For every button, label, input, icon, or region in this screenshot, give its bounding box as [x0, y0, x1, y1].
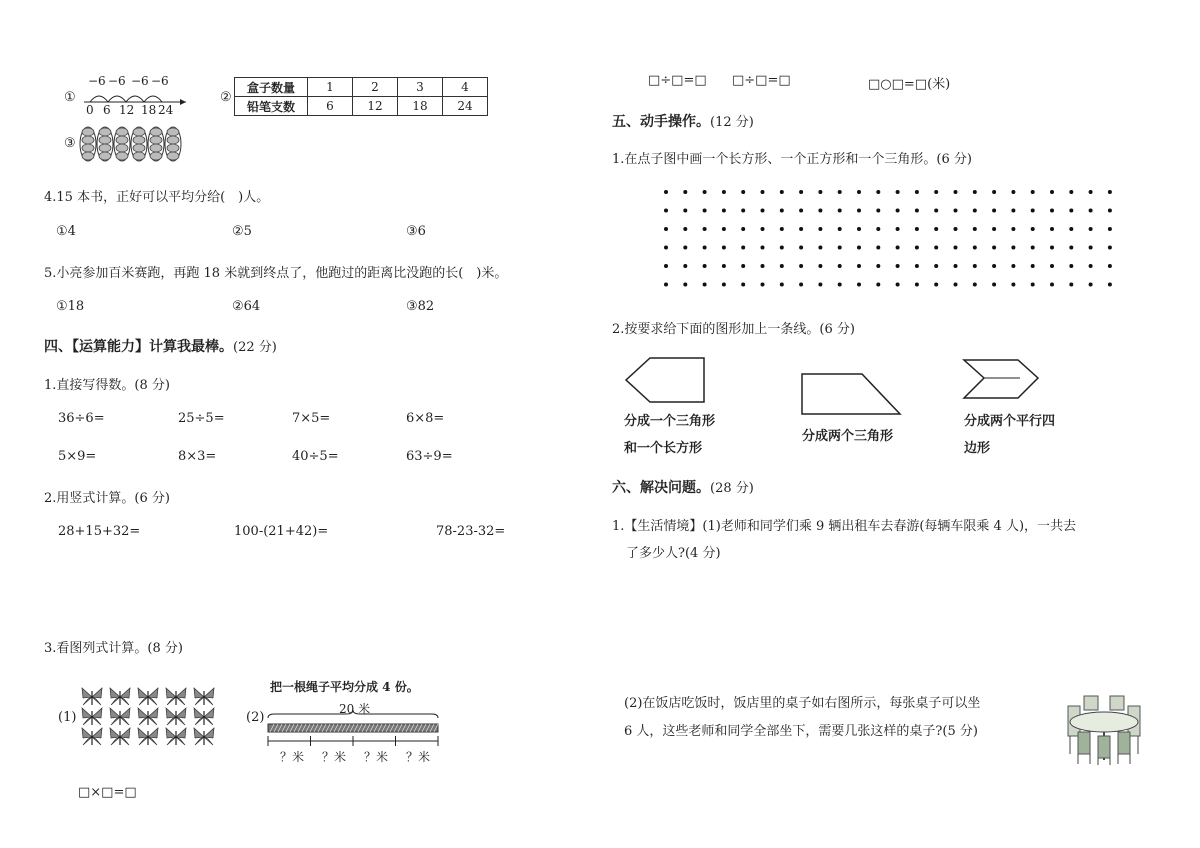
q4-option-2: ②5: [232, 224, 252, 239]
fig-label-3: ③: [64, 136, 76, 151]
grid-dot: [954, 246, 958, 250]
grid-dot: [896, 283, 900, 287]
grid-dot: [761, 190, 765, 194]
circle-mark: [133, 136, 145, 144]
grid-dot: [896, 264, 900, 268]
grid-dot: [799, 190, 803, 194]
grid-dot: [896, 246, 900, 250]
grid-dot: [703, 246, 707, 250]
butterfly-icon: [166, 708, 186, 725]
grid-dot: [683, 246, 687, 250]
grid-dot: [915, 264, 919, 268]
q5-option-2: ②64: [232, 299, 261, 314]
grid-dot: [973, 246, 977, 250]
grid-dot: [703, 190, 707, 194]
calc-item: 36÷6=: [58, 411, 105, 426]
grid-dot: [664, 209, 668, 213]
circle-mark: [167, 136, 179, 144]
butterfly-icon: [194, 708, 214, 725]
calc-item: 40÷5=: [292, 449, 339, 464]
q4-option-3: ③6: [406, 224, 426, 239]
grid-dot: [818, 209, 822, 213]
s6-q2-line-2: 6 人，这些老师和同学全部坐下，需要几张这样的桌子?(5 分): [624, 724, 978, 739]
calc-item: 7×5=: [292, 411, 331, 426]
grid-dot: [818, 190, 822, 194]
question-4: 4.15 本书，正好可以平均分给( )人。: [44, 190, 270, 205]
rope-figure: [266, 712, 440, 748]
grid-dot: [741, 227, 745, 231]
shape-1-caption-line-2: 和一个长方形: [624, 441, 703, 456]
answer-template-1: □×□=□: [78, 785, 137, 800]
butterfly-icon: [138, 688, 158, 705]
butterfly-icon: [138, 708, 158, 725]
grid-dot: [761, 283, 765, 287]
table-cell: 2: [353, 78, 398, 97]
grid-dot: [954, 209, 958, 213]
grid-dot: [741, 190, 745, 194]
grid-dot: [1031, 227, 1035, 231]
circle-mark: [99, 152, 111, 160]
grid-dot: [934, 246, 938, 250]
calc-item: 25÷5=: [178, 411, 225, 426]
grid-dot: [857, 283, 861, 287]
section-6-title: [612, 477, 754, 497]
grid-dot: [818, 283, 822, 287]
grid-dot: [1011, 209, 1015, 213]
grid-dot: [703, 209, 707, 213]
grid-dot: [896, 209, 900, 213]
rope-part-label: ？米: [322, 750, 347, 764]
grid-dot: [992, 283, 996, 287]
butterfly-icon: [194, 728, 214, 745]
grid-dot: [934, 190, 938, 194]
round-table-chairs-figure: [1064, 694, 1144, 766]
circle-mark: [167, 152, 179, 160]
shape-1-caption-line-1: 分成一个三角形: [624, 414, 716, 429]
grid-dot: [954, 227, 958, 231]
butterfly-icon: [110, 708, 130, 725]
butterfly-icon: [110, 728, 130, 745]
question-5: 5.小亮参加百米赛跑，再跑 18 米就到终点了，他跑过的距离比没跑的长( )米。: [44, 266, 508, 281]
section-4-title: [44, 336, 277, 356]
grid-dot: [703, 227, 707, 231]
rope-part-label: ？米: [406, 750, 431, 764]
circle-mark: [150, 128, 162, 136]
circle-mark: [133, 144, 145, 152]
grid-dot: [876, 246, 880, 250]
grid-dot: [780, 246, 784, 250]
circle-mark: [133, 128, 145, 136]
grid-dot: [876, 283, 880, 287]
grid-dot: [664, 227, 668, 231]
table-cell: 12: [353, 97, 398, 116]
shape-3-caption-line-1: 分成两个平行四: [964, 414, 1056, 429]
grid-dot: [683, 283, 687, 287]
grid-dot: [1031, 283, 1035, 287]
grouped-circles-figure: [80, 126, 190, 162]
table-row-label: 铅笔支数: [235, 97, 308, 116]
tick-label: 18: [141, 103, 157, 117]
grid-dot: [934, 209, 938, 213]
grid-dot: [761, 227, 765, 231]
calc-item: 5×9=: [58, 449, 97, 464]
grid-dot: [1108, 283, 1112, 287]
circle-mark: [99, 136, 111, 144]
shape-2-caption: 分成两个三角形: [802, 429, 894, 444]
circle-mark: [82, 144, 94, 152]
grid-dot: [992, 209, 996, 213]
tick-label: 12: [119, 103, 135, 117]
q5-option-3: ③82: [406, 299, 435, 314]
grid-dot: [1031, 209, 1035, 213]
answer-template-3: □÷□=□: [732, 73, 791, 88]
grid-dot: [915, 190, 919, 194]
grid-dot: [818, 264, 822, 268]
section-title: 四、【运算能力】计算我最棒。: [44, 339, 233, 355]
grid-dot: [876, 264, 880, 268]
grid-dot: [857, 209, 861, 213]
grid-dot: [838, 227, 842, 231]
fig-label-2: ②: [220, 90, 232, 105]
grid-dot: [1069, 209, 1073, 213]
grid-dot: [818, 246, 822, 250]
calc-item: 63÷9=: [406, 449, 453, 464]
grid-dot: [838, 209, 842, 213]
s5-part-1: 1.在点子图中画一个长方形、一个正方形和一个三角形。(6 分): [612, 152, 972, 167]
grid-dot: [1050, 190, 1054, 194]
s4-part-1: 1.直接写得数。(8 分): [44, 378, 170, 393]
tick-label: 24: [158, 103, 174, 117]
grid-dot: [703, 264, 707, 268]
s4-part-3: 3.看图列式计算。(8 分): [44, 641, 183, 656]
circle-mark: [167, 128, 179, 136]
circle-mark: [99, 128, 111, 136]
circle-mark: [82, 128, 94, 136]
answer-template-4: □○□=□(米): [868, 77, 951, 92]
grid-dot: [780, 283, 784, 287]
jump-label: −6: [151, 74, 169, 88]
fig-label-1: ①: [64, 90, 76, 105]
grid-dot: [780, 264, 784, 268]
table-row: [235, 97, 488, 116]
dot-grid: [660, 186, 1120, 286]
grid-dot: [838, 264, 842, 268]
grid-dot: [741, 246, 745, 250]
trapezoid-shape: [800, 372, 904, 418]
tick-label: 6: [103, 103, 111, 117]
grid-dot: [973, 190, 977, 194]
butterfly-icon: [138, 728, 158, 745]
grid-dot: [799, 264, 803, 268]
grid-dot: [857, 190, 861, 194]
butterfly-icon: [194, 688, 214, 705]
circle-mark: [150, 144, 162, 152]
grid-dot: [741, 283, 745, 287]
arrow-shape: [962, 356, 1042, 402]
grid-dot: [1069, 264, 1073, 268]
grid-dot: [1050, 264, 1054, 268]
table-cell: 1: [308, 78, 353, 97]
grid-dot: [799, 246, 803, 250]
grid-dot: [1089, 264, 1093, 268]
grid-dot: [1089, 190, 1093, 194]
grid-dot: [915, 209, 919, 213]
grid-dot: [954, 190, 958, 194]
grid-dot: [1108, 264, 1112, 268]
circle-mark: [150, 152, 162, 160]
grid-dot: [761, 264, 765, 268]
shape-3-caption-line-2: 边形: [964, 441, 991, 456]
grid-dot: [722, 227, 726, 231]
vertical-calc-item: 28+15+32=: [58, 524, 141, 539]
grid-dot: [992, 190, 996, 194]
grid-dot: [934, 227, 938, 231]
grid-dot: [1089, 283, 1093, 287]
grid-dot: [722, 283, 726, 287]
grid-dot: [1050, 209, 1054, 213]
table-cell: 24: [443, 97, 488, 116]
table-cell: 3: [398, 78, 443, 97]
grid-dot: [992, 246, 996, 250]
fig-2-label: (2): [246, 710, 265, 725]
calc-item: 6×8=: [406, 411, 445, 426]
grid-dot: [741, 264, 745, 268]
grid-dot: [799, 209, 803, 213]
circle-mark: [150, 136, 162, 144]
rope-length: 20 米: [339, 702, 371, 716]
butterfly-icon: [166, 728, 186, 745]
grid-dot: [1011, 283, 1015, 287]
section-score: (28 分): [710, 481, 754, 496]
grid-dot: [1011, 246, 1015, 250]
grid-dot: [973, 283, 977, 287]
grid-dot: [915, 246, 919, 250]
pentagon-shape: [624, 356, 708, 406]
circle-mark: [116, 128, 128, 136]
fig-1-label: (1): [58, 710, 77, 725]
grid-dot: [1050, 227, 1054, 231]
s6-q2-line-1: (2)在饭店吃饭时，饭店里的桌子如右图所示，每张桌子可以坐: [624, 696, 981, 711]
grid-dot: [664, 190, 668, 194]
grid-dot: [722, 190, 726, 194]
grid-dot: [683, 264, 687, 268]
grid-dot: [838, 283, 842, 287]
grid-dot: [876, 227, 880, 231]
circle-mark: [133, 152, 145, 160]
grid-dot: [992, 227, 996, 231]
grid-dot: [683, 190, 687, 194]
tick-label: 0: [86, 103, 94, 117]
butterfly-icon: [82, 708, 102, 725]
grid-dot: [857, 264, 861, 268]
s5-part-2: 2.按要求给下面的图形加上一条线。(6 分): [612, 322, 855, 337]
grid-dot: [780, 227, 784, 231]
grid-dot: [664, 246, 668, 250]
section-title: 六、解决问题。: [612, 480, 710, 496]
grid-dot: [1011, 264, 1015, 268]
grid-dot: [722, 246, 726, 250]
grid-dot: [1011, 227, 1015, 231]
box-pencil-table: [234, 77, 488, 116]
grid-dot: [1031, 190, 1035, 194]
table-row-label: 盒子数量: [235, 78, 308, 97]
butterflies-figure: [78, 686, 218, 748]
grid-dot: [1031, 246, 1035, 250]
grid-dot: [683, 209, 687, 213]
grid-dot: [1011, 190, 1015, 194]
grid-dot: [1108, 209, 1112, 213]
s4-part-2: 2.用竖式计算。(6 分): [44, 491, 170, 506]
grid-dot: [1089, 209, 1093, 213]
grid-dot: [722, 209, 726, 213]
circle-mark: [116, 144, 128, 152]
rope-title: 把一根绳子平均分成 4 份。: [270, 680, 419, 694]
grid-dot: [1050, 283, 1054, 287]
grid-dot: [973, 264, 977, 268]
grid-dot: [703, 283, 707, 287]
jump-label: −6: [88, 74, 106, 88]
s6-q1-line-1: 1.【生活情境】(1)老师和同学们乘 9 辆出租车去春游(每辆车限乘 4 人)，一共去: [612, 519, 1077, 534]
grid-dot: [780, 190, 784, 194]
circle-mark: [167, 144, 179, 152]
q5-option-1: ①18: [56, 299, 85, 314]
circle-mark: [99, 144, 111, 152]
circle-mark: [82, 136, 94, 144]
grid-dot: [1050, 246, 1054, 250]
grid-dot: [1069, 227, 1073, 231]
q4-option-1: ①4: [56, 224, 76, 239]
grid-dot: [838, 190, 842, 194]
section-title: 五、动手操作。: [612, 114, 710, 130]
grid-dot: [761, 209, 765, 213]
s6-q1-line-2: 了多少人?(4 分): [626, 546, 721, 561]
grid-dot: [915, 283, 919, 287]
butterfly-icon: [110, 688, 130, 705]
grid-dot: [857, 246, 861, 250]
grid-dot: [876, 190, 880, 194]
grid-dot: [1089, 246, 1093, 250]
table-row: [235, 78, 488, 97]
vertical-calc-item: 100-(21+42)=: [234, 524, 329, 539]
grid-dot: [992, 264, 996, 268]
jump-label: −6: [131, 74, 149, 88]
circle-mark: [82, 152, 94, 160]
grid-dot: [857, 227, 861, 231]
table-cell: 6: [308, 97, 353, 116]
section-score: (22 分): [233, 340, 277, 355]
table-cell: 18: [398, 97, 443, 116]
grid-dot: [838, 246, 842, 250]
grid-dot: [973, 209, 977, 213]
grid-dot: [1069, 283, 1073, 287]
grid-dot: [954, 283, 958, 287]
grid-dot: [799, 227, 803, 231]
grid-dot: [780, 209, 784, 213]
grid-dot: [915, 227, 919, 231]
vertical-calc-item: 78-23-32=: [436, 524, 506, 539]
jump-label: −6: [108, 74, 126, 88]
rope-part-label: ？米: [280, 750, 305, 764]
grid-dot: [1108, 246, 1112, 250]
grid-dot: [1108, 227, 1112, 231]
rope-part-label: ？米: [364, 750, 389, 764]
circle-mark: [116, 136, 128, 144]
grid-dot: [934, 283, 938, 287]
grid-dot: [1069, 190, 1073, 194]
circle-mark: [116, 152, 128, 160]
grid-dot: [818, 227, 822, 231]
section-score: (12 分): [710, 115, 754, 130]
butterfly-icon: [166, 688, 186, 705]
grid-dot: [799, 283, 803, 287]
calc-item: 8×3=: [178, 449, 217, 464]
answer-template-2: □÷□=□: [648, 73, 707, 88]
section-5-title: [612, 111, 754, 131]
grid-dot: [1108, 190, 1112, 194]
grid-dot: [1069, 246, 1073, 250]
grid-dot: [954, 264, 958, 268]
grid-dot: [876, 209, 880, 213]
grid-dot: [683, 227, 687, 231]
grid-dot: [664, 264, 668, 268]
grid-dot: [761, 246, 765, 250]
table-cell: 4: [443, 78, 488, 97]
grid-dot: [1089, 227, 1093, 231]
grid-dot: [934, 264, 938, 268]
grid-dot: [973, 227, 977, 231]
butterfly-icon: [82, 688, 102, 705]
grid-dot: [741, 209, 745, 213]
grid-dot: [896, 227, 900, 231]
grid-dot: [1031, 264, 1035, 268]
grid-dot: [664, 283, 668, 287]
grid-dot: [896, 190, 900, 194]
butterfly-icon: [82, 728, 102, 745]
grid-dot: [722, 264, 726, 268]
